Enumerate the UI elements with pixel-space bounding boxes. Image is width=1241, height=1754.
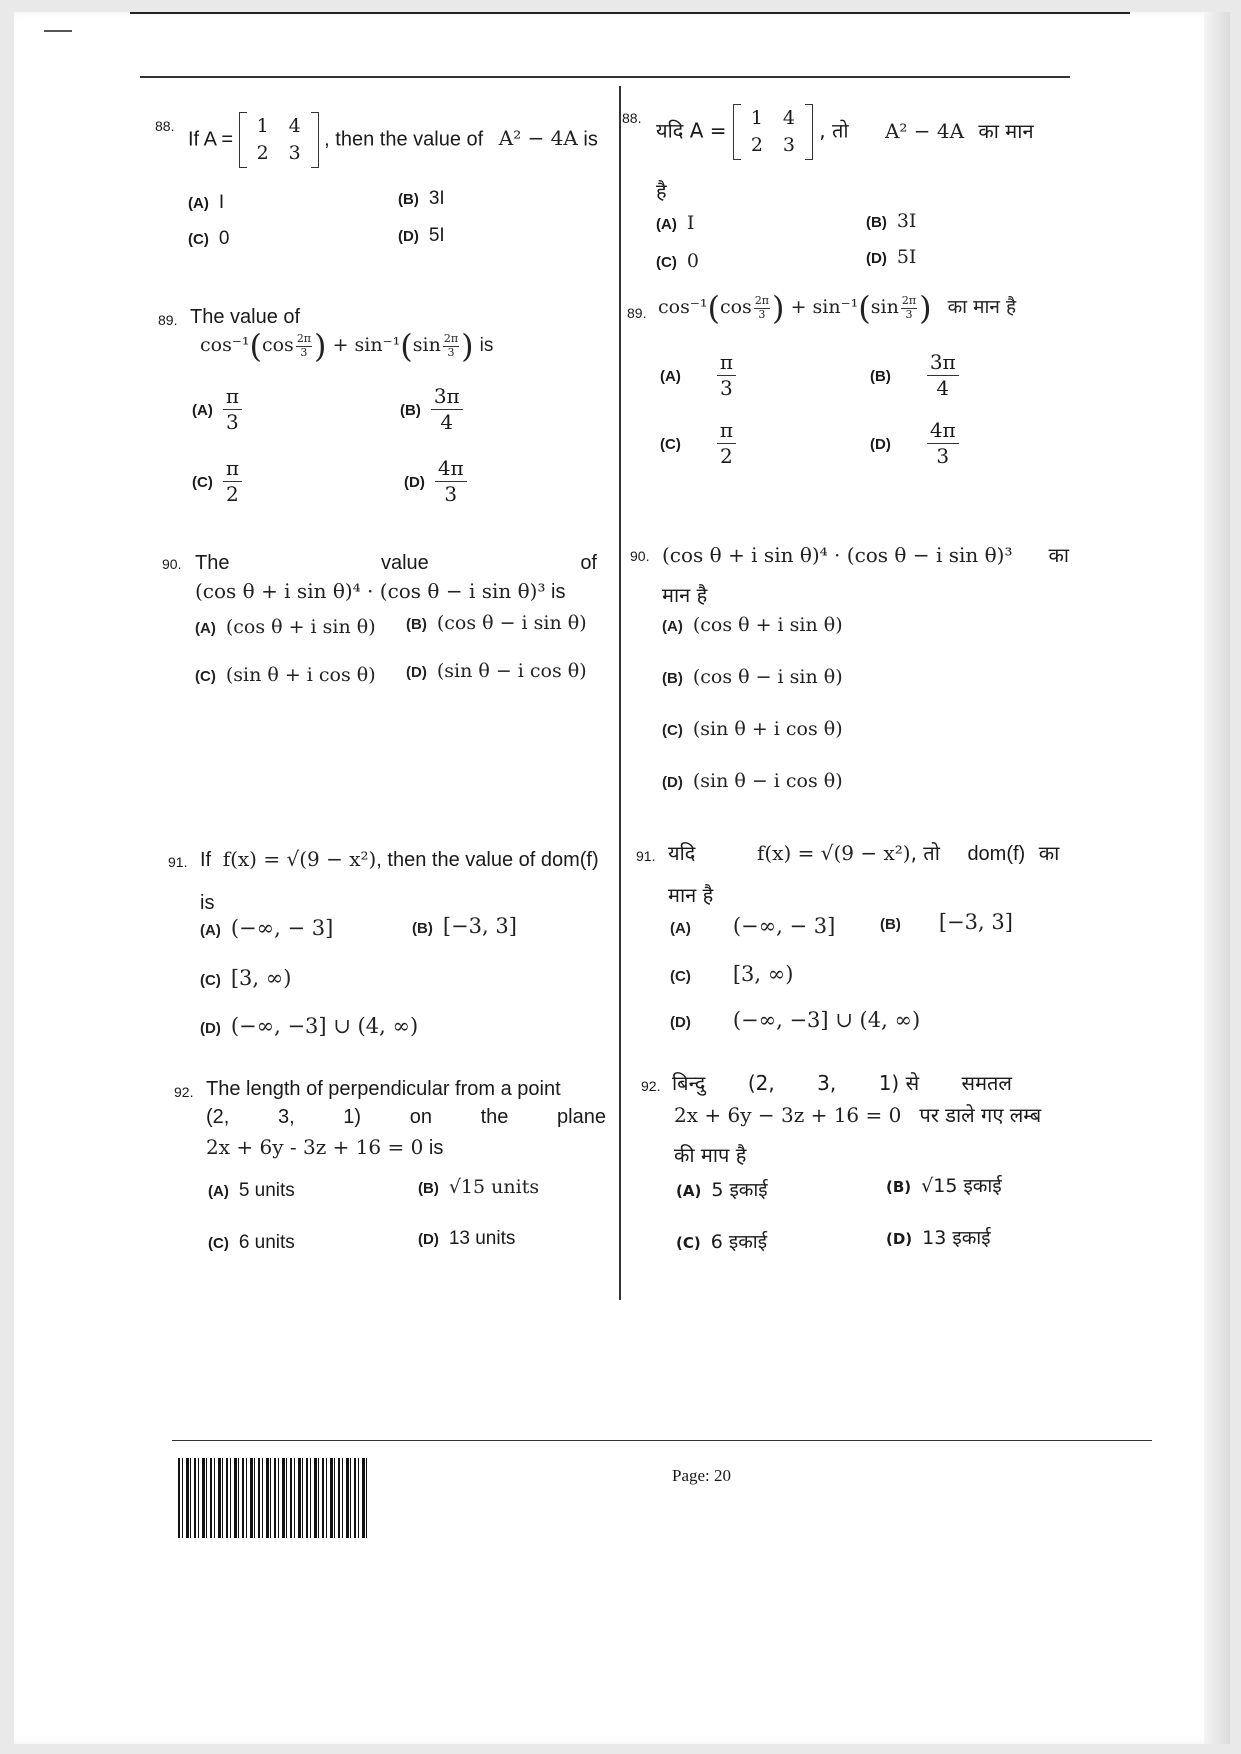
q89-number-en: 89.	[158, 312, 178, 328]
q90-expression-en: (cos θ + i sin θ)⁴ · (cos θ − i sin θ)³ is	[195, 579, 566, 603]
q92-plane-en: 2x + 6y - 3z + 16 = 0 is	[206, 1135, 444, 1159]
q90-option-c-en: (C) (sin θ + i cos θ)	[195, 664, 376, 686]
q92-line1-hi: बिन्दु (2, 3, 1) से समतल	[672, 1071, 1012, 1095]
matrix-cell: 4	[288, 115, 301, 137]
q89-option-b-en: (B) $\frac{3\pi}{4}$	[400, 384, 463, 435]
top-border-line	[130, 12, 1130, 14]
q92-option-d-en: (D) 13 units	[418, 1228, 516, 1249]
q88-option-a-hi: (A) I	[656, 212, 695, 234]
page-edge-shadow	[1204, 12, 1230, 1744]
q88-hi-end: का मान	[978, 118, 1034, 143]
q92-line2-en: (2, 3, 1) on the plane	[206, 1106, 606, 1128]
q91-option-d-en: (D) (−∞, −3] ∪ (4, ∞)	[200, 1014, 419, 1038]
q91-option-d-hi: (D) (−∞, −3] ∪ (4, ∞)	[670, 1008, 921, 1032]
q88-hi-line2: है	[656, 179, 667, 203]
q91-option-b-hi: (B) [−3, 3]	[880, 910, 1013, 934]
corner-mark	[44, 30, 72, 32]
matrix-cell: 3	[782, 134, 795, 156]
q89-expression-en: cos⁻¹(cos $\frac{2\pi}{3}$ ) + sin⁻¹(sin $\frac{2\pi}{3}$ ) is	[200, 327, 494, 365]
barcode-image	[178, 1458, 368, 1538]
q90-option-a-en: (A) (cos θ + i sin θ)	[195, 616, 376, 638]
q88-question-en	[188, 112, 598, 168]
q88-number-en: 88.	[155, 118, 175, 134]
q88-option-d-en: (D) 5I	[398, 225, 445, 246]
q92-option-b-hi: (B) √15 इकाई	[886, 1175, 1002, 1197]
q91-option-c-hi: (C) [3, ∞)	[670, 962, 794, 986]
q88-expression: A² − 4A	[498, 126, 578, 151]
matrix-cell: 3	[288, 142, 301, 164]
q92-number-en: 92.	[174, 1084, 194, 1100]
q91-question-hi: यदि f(x) = √(9 − x²), तो dom(f) का	[668, 841, 1060, 865]
q89-option-a-en: (A) $\frac{\pi}{3}$	[192, 384, 242, 435]
matrix-cell: 2	[750, 134, 763, 156]
q88-option-d-hi: (D) 5I	[866, 246, 917, 268]
q90-option-a-hi: (A) (cos θ + i sin θ)	[662, 614, 843, 636]
q92-line1-en: The length of perpendicular from a point	[206, 1078, 561, 1100]
q91-option-c-en: (C) [3, ∞)	[200, 966, 292, 990]
q92-option-a-hi: (A) 5 इकाई	[676, 1179, 768, 1201]
q91-option-b-en: (B) [−3, 3]	[412, 914, 517, 938]
matrix-cell: 4	[782, 107, 795, 129]
q90-option-d-hi: (D) (sin θ − i cos θ)	[662, 770, 843, 792]
matrix-cell: 1	[256, 115, 269, 137]
q88-option-b-en: (B) 3I	[398, 188, 445, 209]
q88-matrix-hi	[733, 104, 813, 160]
q92-line2-hi: 2x + 6y − 3z + 16 = 0 पर डाले गए लम्ब	[674, 1103, 1042, 1127]
q89-option-d-en: (D) $\frac{4\pi}{3}$	[404, 456, 467, 507]
q88-hi-prefix: यदि A =	[656, 118, 727, 143]
q92-option-a-en: (A) 5 units	[208, 1180, 295, 1201]
q90-option-b-en: (B) (cos θ − i sin θ)	[406, 612, 587, 634]
q89-option-a-hi: (A) $\frac{\pi}{3}$	[660, 350, 736, 401]
q92-option-d-hi: (D) 13 इकाई	[886, 1227, 991, 1249]
q89-option-c-hi: (C) $\frac{\pi}{2}$	[660, 418, 736, 469]
q90-intro-en: The value of	[195, 552, 597, 574]
q90-option-d-en: (D) (sin θ − i cos θ)	[406, 660, 587, 682]
q90-number-en: 90.	[162, 556, 182, 572]
q91-number-en: 91.	[168, 854, 188, 870]
q88-hi-suffix: , तो	[819, 118, 849, 143]
q88-option-a-en: (A) I	[188, 192, 225, 213]
footer-rule	[172, 1440, 1152, 1441]
q91-en-line2: is	[200, 892, 215, 914]
q89-option-d-hi: (D) $\frac{4\pi}{3}$	[870, 418, 959, 469]
q91-hi-line2: मान है	[668, 883, 714, 907]
q91-number-hi: 91.	[636, 848, 656, 864]
q88-option-c-hi: (C) 0	[656, 250, 699, 272]
q89-intro-en: The value of	[190, 306, 301, 328]
q90-expression-hi: (cos θ + i sin θ)⁴ · (cos θ − i sin θ)³ का	[662, 543, 1070, 567]
q88-suffix: , then the value of	[324, 128, 484, 151]
matrix-cell: 1	[750, 107, 763, 129]
q91-question-en: If f(x) = √(9 − x²), then the value of dom(f)	[200, 847, 599, 871]
page-number: Page: 20	[672, 1466, 732, 1485]
q90-hi-line2: मान है	[662, 583, 708, 607]
q90-number-hi: 90.	[630, 548, 650, 564]
q92-option-c-en: (C) 6 units	[208, 1232, 295, 1253]
q91-option-a-en: (A) (−∞, − 3]	[200, 916, 334, 940]
q90-option-b-hi: (B) (cos θ − i sin θ)	[662, 666, 843, 688]
q88-question-hi	[656, 104, 1034, 160]
q88-hi-expression: A² − 4A	[884, 118, 965, 143]
matrix-cell: 2	[256, 142, 269, 164]
q92-number-hi: 92.	[641, 1078, 661, 1094]
q88-number-hi: 88.	[622, 110, 642, 126]
q92-line3-hi: की माप है	[674, 1143, 747, 1167]
q88-matrix	[239, 112, 319, 168]
q90-option-c-hi: (C) (sin θ + i cos θ)	[662, 718, 843, 740]
q88-prefix: If A =	[188, 128, 234, 151]
q89-expression-hi: cos⁻¹(cos $\frac{2\pi}{3}$ ) + sin⁻¹(sin $\frac{2\pi}{3}$ ) का मान है	[658, 289, 1017, 327]
q92-option-b-en: (B) √15 units	[418, 1176, 540, 1198]
q89-option-b-hi: (B) $\frac{3\pi}{4}$	[870, 350, 959, 401]
q89-option-c-en: (C) $\frac{\pi}{2}$	[192, 456, 242, 507]
q88-option-b-hi: (B) 3I	[866, 210, 917, 232]
header-rule	[140, 76, 1070, 78]
q91-option-a-hi: (A) (−∞, − 3]	[670, 914, 836, 938]
q88-option-c-en: (C) 0	[188, 228, 230, 249]
column-divider	[619, 86, 621, 1300]
q89-number-hi: 89.	[627, 305, 647, 321]
q88-end: is	[583, 128, 598, 151]
q92-option-c-hi: (C) 6 इकाई	[676, 1231, 768, 1253]
